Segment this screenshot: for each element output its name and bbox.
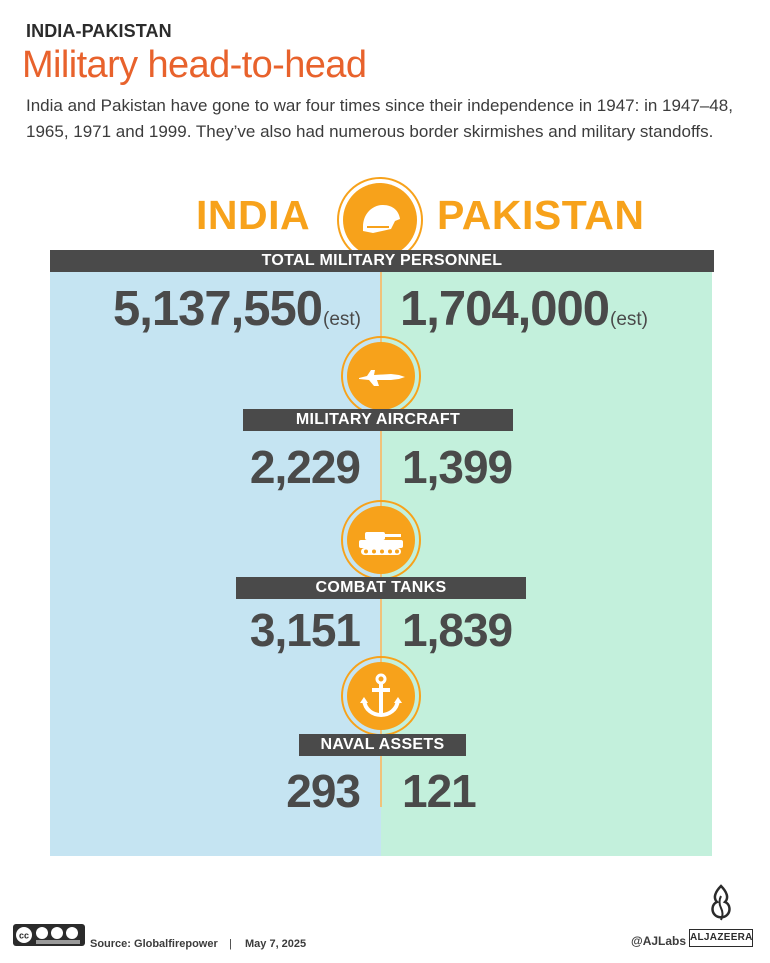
footer-separator: | bbox=[229, 938, 232, 950]
pakistan-personnel-value bbox=[400, 281, 648, 337]
subtitle: India and Pakistan have gone to war four times since their independence in 1947: in 1947–48, 1965, 1971 and 1999. They’ve also had numerous border skirmishes and military standoffs. bbox=[26, 96, 733, 141]
country-india: INDIA bbox=[196, 192, 311, 238]
page-title: Military head-to-head bbox=[22, 44, 367, 86]
india-naval-value: 293 bbox=[286, 765, 360, 817]
india-personnel-number: 5,137,550 bbox=[113, 282, 322, 336]
cc-license-badge bbox=[13, 924, 85, 946]
category-bar-naval: NAVAL ASSETS bbox=[299, 734, 466, 756]
pakistan-naval-value: 121 bbox=[402, 765, 476, 817]
anchor-icon bbox=[347, 662, 415, 730]
helmet-icon bbox=[343, 183, 417, 257]
category-bar-tanks: COMBAT TANKS bbox=[236, 577, 526, 599]
pakistan-personnel-note: (est) bbox=[610, 309, 648, 330]
country-pakistan: PAKISTAN bbox=[437, 192, 645, 238]
publish-date: May 7, 2025 bbox=[245, 938, 307, 950]
aljazeera-logo-icon bbox=[705, 884, 737, 924]
fighter-jet-icon bbox=[347, 342, 415, 410]
india-personnel-note: (est) bbox=[323, 309, 361, 330]
aljazeera-wordmark: ALJAZEERA bbox=[689, 929, 753, 947]
pakistan-tanks-value: 1,839 bbox=[402, 604, 513, 656]
social-handle: @AJLabs bbox=[631, 934, 687, 948]
source-text: Source: Globalfirepower bbox=[90, 938, 218, 950]
category-bar-personnel: TOTAL MILITARY PERSONNEL bbox=[50, 250, 714, 272]
india-aircraft-value: 2,229 bbox=[249, 441, 360, 493]
svg-text:cc: cc bbox=[18, 930, 30, 941]
india-personnel-value bbox=[113, 281, 361, 337]
india-tanks-value: 3,151 bbox=[249, 604, 360, 656]
category-bar-aircraft: MILITARY AIRCRAFT bbox=[243, 409, 513, 431]
tank-icon bbox=[347, 506, 415, 574]
pakistan-aircraft-value: 1,399 bbox=[402, 441, 513, 493]
pakistan-personnel-number: 1,704,000 bbox=[400, 282, 609, 336]
kicker: INDIA-PAKISTAN bbox=[26, 21, 172, 41]
